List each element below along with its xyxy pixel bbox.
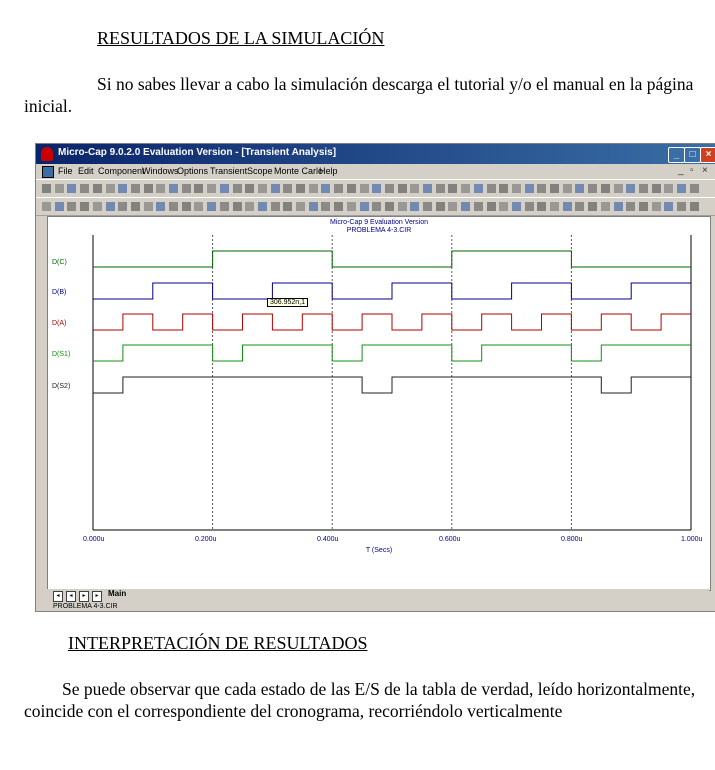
toolbar-button-icon[interactable] xyxy=(677,202,686,211)
toolbar-button-icon[interactable] xyxy=(652,184,661,193)
toolbar-button-icon[interactable] xyxy=(423,184,432,193)
toolbar-button-icon[interactable] xyxy=(156,202,165,211)
cursor-readout: 306.952n,1 xyxy=(267,298,308,307)
toolbar-button-icon[interactable] xyxy=(55,184,64,193)
toolbar-button-icon[interactable] xyxy=(410,202,419,211)
toolbar-button-icon[interactable] xyxy=(372,202,381,211)
app-icon xyxy=(41,147,53,161)
toolbar-button-icon[interactable] xyxy=(258,184,267,193)
toolbar-button-icon[interactable] xyxy=(296,202,305,211)
toolbar-button-icon[interactable] xyxy=(245,202,254,211)
toolbar-button-icon[interactable] xyxy=(487,184,496,193)
signal-label-b: D(B) xyxy=(52,289,67,296)
waveform-da xyxy=(93,314,691,330)
toolbar-button-icon[interactable] xyxy=(499,184,508,193)
tab-next-icon[interactable]: ▸ xyxy=(79,591,89,602)
toolbar-button-icon[interactable] xyxy=(626,202,635,211)
toolbar-button-icon[interactable] xyxy=(588,202,597,211)
toolbar-button-icon[interactable] xyxy=(42,202,51,211)
toolbar-button-icon[interactable] xyxy=(664,202,673,211)
toolbar-button-icon[interactable] xyxy=(448,184,457,193)
menu-edit[interactable]: Edit xyxy=(78,166,94,176)
toolbar-button-icon[interactable] xyxy=(537,184,546,193)
toolbar-button-icon[interactable] xyxy=(550,202,559,211)
menu-bar xyxy=(36,164,715,178)
toolbar-button-icon[interactable] xyxy=(245,184,254,193)
title-bar xyxy=(36,144,715,164)
toolbar-button-icon[interactable] xyxy=(626,184,635,193)
menu-windows[interactable]: Windows xyxy=(142,166,179,176)
toolbar-button-icon[interactable] xyxy=(309,202,318,211)
menu-file[interactable]: File xyxy=(58,166,73,176)
toolbar-button-icon[interactable] xyxy=(334,202,343,211)
toolbar-button-icon[interactable] xyxy=(423,202,432,211)
toolbar-button-icon[interactable] xyxy=(398,202,407,211)
simulation-screenshot xyxy=(35,143,715,612)
page-heading-interpretation: INTERPRETACIÓN DE RESULTADOS xyxy=(68,633,368,653)
toolbar-button-icon[interactable] xyxy=(131,202,140,211)
toolbar-button-icon[interactable] xyxy=(271,202,280,211)
toolbar-button-icon[interactable] xyxy=(207,202,216,211)
menu-options[interactable]: Options xyxy=(177,166,209,176)
toolbar-button-icon[interactable] xyxy=(639,184,648,193)
toolbar-button-icon[interactable] xyxy=(512,202,521,211)
toolbar-button-icon[interactable] xyxy=(550,184,559,193)
toolbar-button-icon[interactable] xyxy=(410,184,419,193)
toolbar-button-icon[interactable] xyxy=(144,184,153,193)
toolbar-button-icon[interactable] xyxy=(169,202,178,211)
menu-help[interactable]: Help xyxy=(319,166,338,176)
plot-title-version: Micro-Cap 9 Evaluation Version xyxy=(329,219,429,226)
toolbar-button-icon[interactable] xyxy=(360,184,369,193)
toolbar-button-icon[interactable] xyxy=(55,202,64,211)
tab-last-icon[interactable]: ▸ xyxy=(92,591,102,602)
mdi-minimize-icon[interactable]: _ xyxy=(678,165,684,176)
tab-bar xyxy=(47,589,709,603)
minimize-icon[interactable]: _ xyxy=(668,147,685,163)
waveform-ds2 xyxy=(93,377,691,393)
toolbar-button-icon[interactable] xyxy=(614,184,623,193)
toolbar-button-icon[interactable] xyxy=(436,202,445,211)
transient-plot xyxy=(47,216,711,591)
signal-label-a: D(A) xyxy=(52,320,67,327)
status-text: PROBLEMA 4-3.CIR xyxy=(53,603,118,610)
toolbar-button-icon[interactable] xyxy=(347,184,356,193)
toolbar-button-icon[interactable] xyxy=(563,184,572,193)
waveform-dc xyxy=(93,251,691,267)
page-heading-results: RESULTADOS DE LA SIMULACIÓN xyxy=(97,28,385,48)
toolbar-button-icon[interactable] xyxy=(182,184,191,193)
toolbar-button-icon[interactable] xyxy=(42,184,51,193)
menu-scope[interactable]: Scope xyxy=(247,166,273,176)
signal-label-c: D(C) xyxy=(52,259,67,266)
toolbar-button-icon[interactable] xyxy=(271,184,280,193)
toolbar-button-icon[interactable] xyxy=(80,202,89,211)
toolbar-button-icon[interactable] xyxy=(385,202,394,211)
toolbar-button-icon[interactable] xyxy=(639,202,648,211)
toolbar-button-icon[interactable] xyxy=(601,202,610,211)
toolbar-button-icon[interactable] xyxy=(474,184,483,193)
timing-diagram xyxy=(48,217,710,590)
toolbar-button-icon[interactable] xyxy=(436,184,445,193)
toolbar-button-icon[interactable] xyxy=(398,184,407,193)
x-tick-5: 1.000u xyxy=(681,536,703,543)
toolbar-button-icon[interactable] xyxy=(537,202,546,211)
toolbar-button-icon[interactable] xyxy=(347,202,356,211)
toolbar-button-icon[interactable] xyxy=(258,202,267,211)
toolbar-analysis xyxy=(36,197,715,216)
toolbar-button-icon[interactable] xyxy=(67,202,76,211)
toolbar-button-icon[interactable] xyxy=(321,202,330,211)
toolbar-button-icon[interactable] xyxy=(296,184,305,193)
tab-main[interactable]: Main xyxy=(108,589,127,598)
toolbar-button-icon[interactable] xyxy=(283,202,292,211)
toolbar-button-icon[interactable] xyxy=(321,184,330,193)
toolbar-button-icon[interactable] xyxy=(106,184,115,193)
toolbar-button-icon[interactable] xyxy=(283,184,292,193)
toolbar-button-icon[interactable] xyxy=(207,184,216,193)
window-title: Micro-Cap 9.0.2.0 Evaluation Version - [Transient Analysis] xyxy=(58,147,337,158)
x-tick-2: 0.400u xyxy=(317,536,339,543)
mdi-restore-icon[interactable]: ▫ xyxy=(690,165,694,176)
toolbar-button-icon[interactable] xyxy=(194,184,203,193)
toolbar-button-icon[interactable] xyxy=(525,184,534,193)
toolbar-button-icon[interactable] xyxy=(487,202,496,211)
x-tick-3: 0.600u xyxy=(439,536,461,543)
toolbar-button-icon[interactable] xyxy=(106,202,115,211)
toolbar-button-icon[interactable] xyxy=(156,184,165,193)
toolbar-button-icon[interactable] xyxy=(588,184,597,193)
menu-component[interactable]: Component xyxy=(98,166,145,176)
toolbar-button-icon[interactable] xyxy=(118,184,127,193)
toolbar-main xyxy=(36,179,715,198)
menu-monte-carlo[interactable]: Monte Carlo xyxy=(274,166,324,176)
waveform-db xyxy=(93,283,691,299)
toolbar-button-icon[interactable] xyxy=(131,184,140,193)
toolbar-button-icon[interactable] xyxy=(448,202,457,211)
toolbar-button-icon[interactable] xyxy=(334,184,343,193)
intro-paragraph: Si no sabes llevar a cabo la simulación descarga el tutorial y/o el manual en la página inicial. xyxy=(24,74,694,116)
x-tick-0: 0.000u xyxy=(83,536,105,543)
toolbar-button-icon[interactable] xyxy=(220,202,229,211)
toolbar-button-icon[interactable] xyxy=(144,202,153,211)
toolbar-button-icon[interactable] xyxy=(575,184,584,193)
signal-label-s2: D(S2) xyxy=(52,383,71,390)
toolbar-button-icon[interactable] xyxy=(360,202,369,211)
toolbar-button-icon[interactable] xyxy=(233,202,242,211)
toolbar-button-icon[interactable] xyxy=(499,202,508,211)
toolbar-button-icon[interactable] xyxy=(563,202,572,211)
toolbar-button-icon[interactable] xyxy=(80,184,89,193)
toolbar-button-icon[interactable] xyxy=(118,202,127,211)
toolbar-button-icon[interactable] xyxy=(93,202,102,211)
status-bar xyxy=(36,603,715,611)
conclusion-paragraph: Se puede observar que cada estado de las E/S de la tabla de verdad, leído horizontalmente, coincide con el correspondiente del cronograma, recorriéndolo verticalmente xyxy=(24,679,696,721)
x-tick-1: 0.200u xyxy=(195,536,217,543)
signal-label-s1: D(S1) xyxy=(52,351,71,358)
close-icon[interactable]: × xyxy=(700,147,715,163)
toolbar-button-icon[interactable] xyxy=(664,184,673,193)
toolbar-button-icon[interactable] xyxy=(309,184,318,193)
toolbar-button-icon[interactable] xyxy=(169,184,178,193)
toolbar-button-icon[interactable] xyxy=(93,184,102,193)
tab-first-icon[interactable]: ◂ xyxy=(53,591,63,602)
toolbar-button-icon[interactable] xyxy=(372,184,381,193)
toolbar-button-icon[interactable] xyxy=(385,184,394,193)
toolbar-button-icon[interactable] xyxy=(233,184,242,193)
tab-prev-icon[interactable]: ◂ xyxy=(66,591,76,602)
toolbar-button-icon[interactable] xyxy=(474,202,483,211)
document-icon xyxy=(42,166,54,178)
toolbar-button-icon[interactable] xyxy=(677,184,686,193)
toolbar-button-icon[interactable] xyxy=(220,184,229,193)
toolbar-button-icon[interactable] xyxy=(461,202,470,211)
toolbar-button-icon[interactable] xyxy=(601,184,610,193)
x-axis-label: T (Secs) xyxy=(365,547,393,554)
mdi-close-icon[interactable]: × xyxy=(702,165,708,176)
toolbar-button-icon[interactable] xyxy=(182,202,191,211)
toolbar-button-icon[interactable] xyxy=(461,184,470,193)
x-tick-4: 0.800u xyxy=(561,536,583,543)
toolbar-button-icon[interactable] xyxy=(690,202,699,211)
toolbar-button-icon[interactable] xyxy=(690,184,699,193)
toolbar-button-icon[interactable] xyxy=(525,202,534,211)
toolbar-button-icon[interactable] xyxy=(194,202,203,211)
waveform-ds1 xyxy=(93,345,691,361)
toolbar-button-icon[interactable] xyxy=(652,202,661,211)
menu-transient[interactable]: Transient xyxy=(210,166,248,176)
maximize-icon[interactable]: □ xyxy=(684,147,701,163)
plot-title-file: PROBLEMA 4-3.CIR xyxy=(346,227,412,234)
toolbar-button-icon[interactable] xyxy=(67,184,76,193)
toolbar-button-icon[interactable] xyxy=(512,184,521,193)
toolbar-button-icon[interactable] xyxy=(614,202,623,211)
toolbar-button-icon[interactable] xyxy=(575,202,584,211)
